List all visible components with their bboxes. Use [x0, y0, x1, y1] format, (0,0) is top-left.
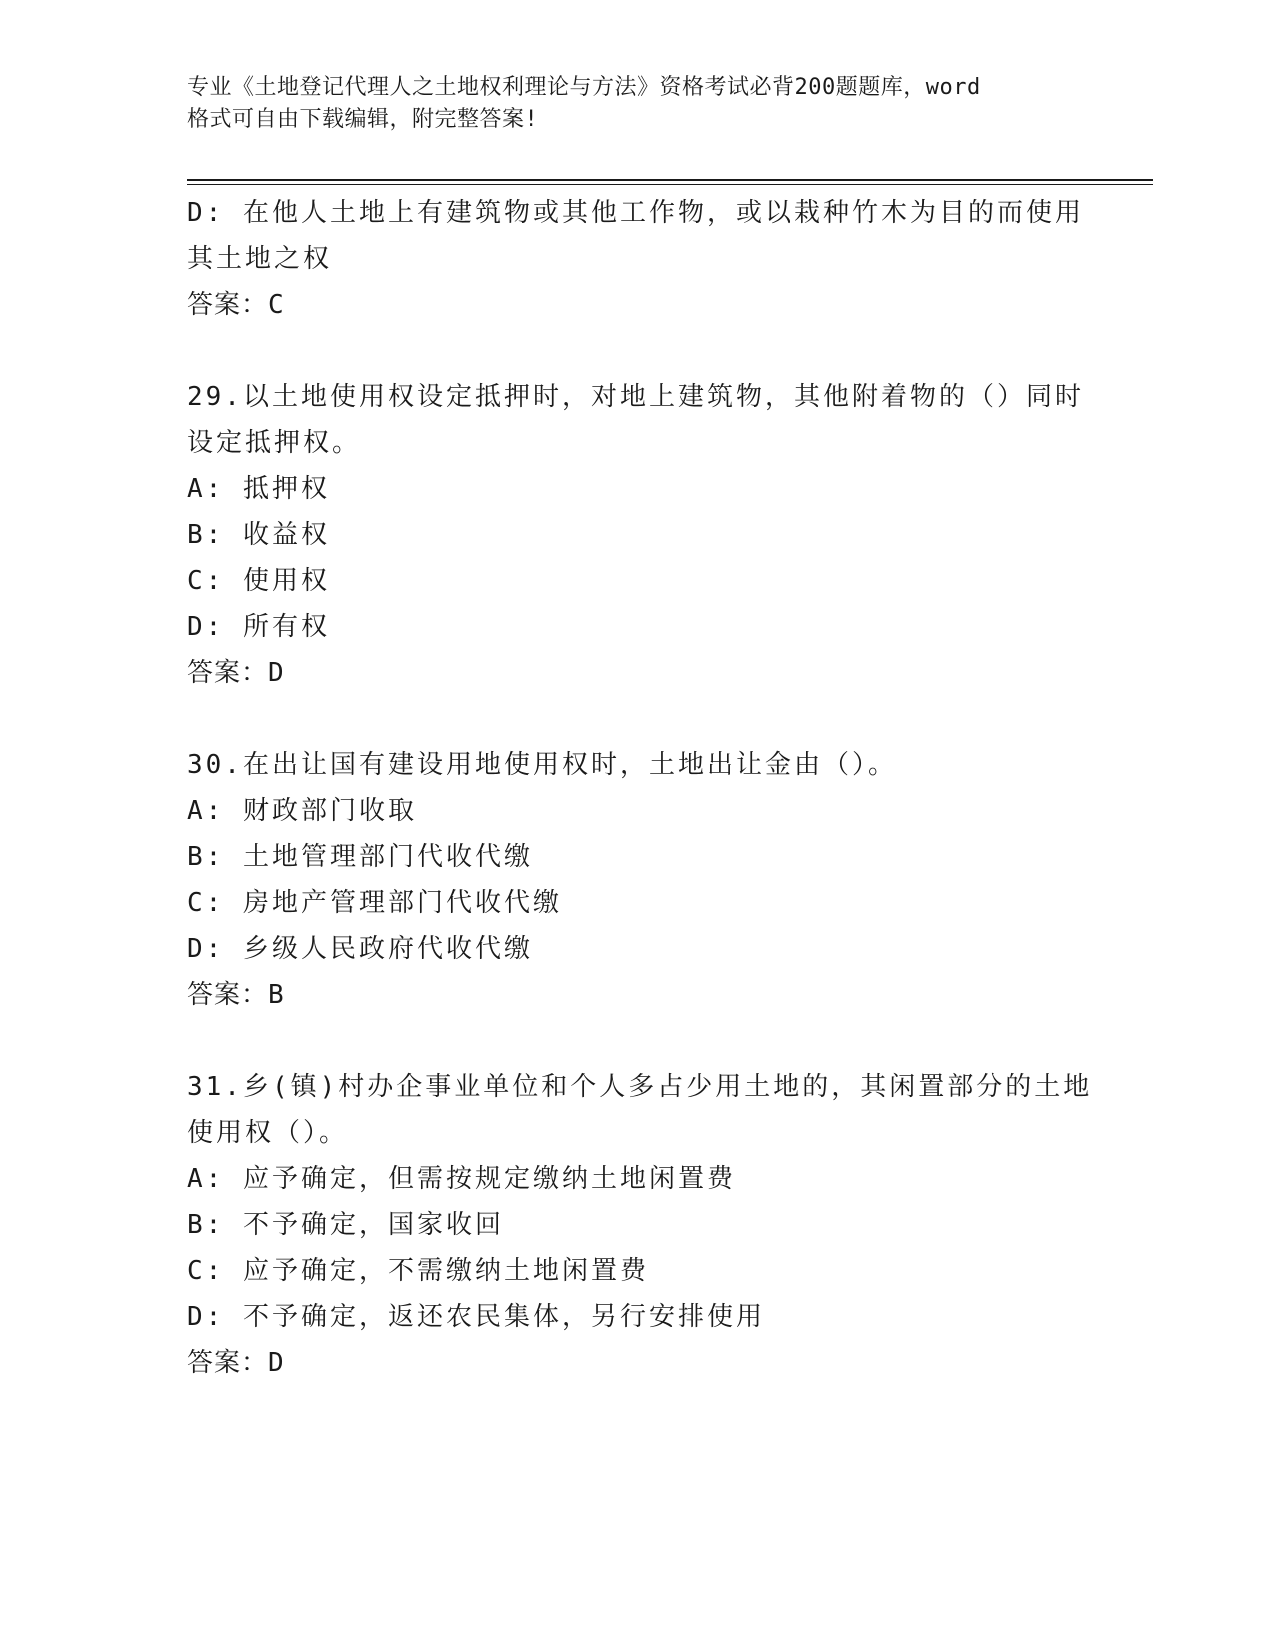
answer-line: 答案：D: [187, 1348, 285, 1378]
header-divider-thin: [187, 184, 1153, 185]
answer-line: 答案：D: [187, 658, 285, 688]
question-29: [187, 374, 1087, 696]
answer-line: 答案：C: [187, 290, 285, 320]
header-line-1: 专业《土地登记代理人之土地权利理论与方法》资格考试必背200题题库，word: [187, 75, 981, 100]
option-c: C: 房地产管理部门代收代缴: [187, 888, 562, 918]
question-stem-line-1: 30.在出让国有建设用地使用权时，土地出让金由（）。: [187, 750, 897, 780]
header-line-2: 格式可自由下载编辑，附完整答案!: [187, 107, 539, 132]
option-a: A: 应予确定，但需按规定缴纳土地闲置费: [187, 1164, 736, 1194]
header-divider-thick: [187, 179, 1153, 181]
option-c: C: 使用权: [187, 566, 330, 596]
question-stem-line-1: 31.乡(镇)村办企事业单位和个人多占少用土地的，其闲置部分的土地: [187, 1072, 1093, 1102]
option-a: A: 财政部门收取: [187, 796, 417, 826]
option-b: B: 土地管理部门代收代缴: [187, 842, 533, 872]
option-d: D: 不予确定，返还农民集体，另行安排使用: [187, 1302, 765, 1332]
question-stem-line-2: 使用权（）。: [187, 1118, 349, 1148]
question-31: [187, 1064, 1093, 1386]
option-b: B: 收益权: [187, 520, 330, 550]
option-a: A: 抵押权: [187, 474, 330, 504]
question-content: [187, 190, 1093, 1386]
option-b: B: 不予确定，国家收回: [187, 1210, 504, 1240]
option-d-line-1: D: 在他人土地上有建筑物或其他工作物，或以栽种竹木为目的而使用: [187, 198, 1084, 228]
question-stem-line-2: 设定抵押权。: [187, 428, 362, 458]
answer-line: 答案：B: [187, 980, 285, 1010]
option-d: D: 乡级人民政府代收代缴: [187, 934, 533, 964]
question-stem-line-1: 29.以土地使用权设定抵押时，对地上建筑物，其他附着物的（）同时: [187, 382, 1084, 412]
document-header: [187, 72, 1067, 136]
previous-question-tail: [187, 190, 1087, 328]
option-d-line-2: 其土地之权: [187, 244, 333, 274]
option-c: C: 应予确定，不需缴纳土地闲置费: [187, 1256, 649, 1286]
option-d: D: 所有权: [187, 612, 330, 642]
question-30: [187, 742, 1087, 1018]
